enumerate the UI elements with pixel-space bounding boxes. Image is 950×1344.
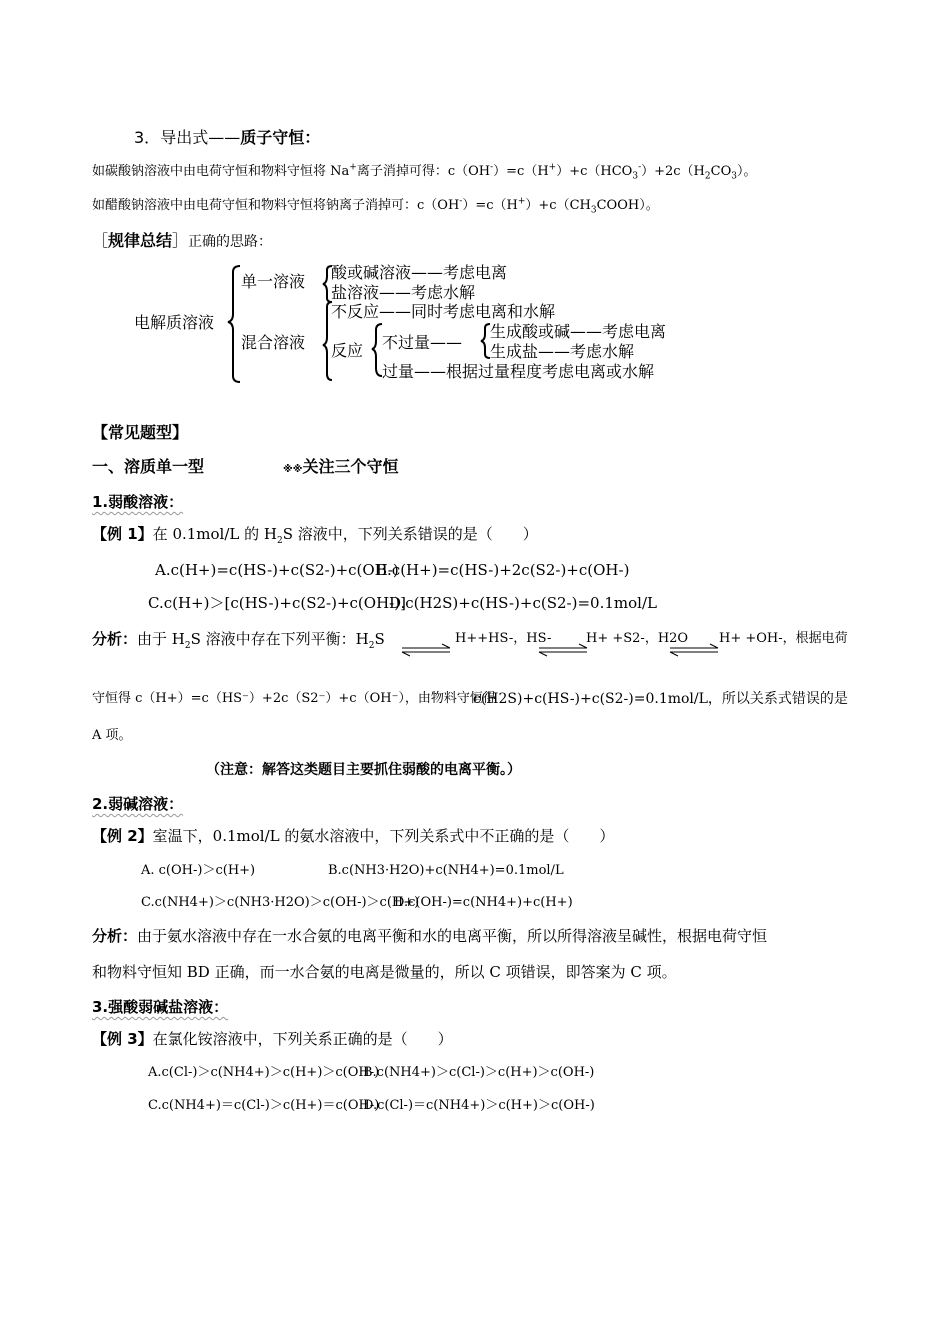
- analysis1-line2-a: 守恒得 c（H+）=c（HS⁻）+2c（S2⁻）+c（OH⁻），由物料守恒得: [92, 691, 496, 706]
- paragraph-carbonate: 如碳酸钠溶液中由电荷守恒和物料守恒将 Na+离子消掉可得：$c(OH^-)=c(H^+)+c(HCO_3^-)+2c(H_2CO_3)$。: [92, 162, 757, 182]
- tree-reaction: 反应: [331, 341, 364, 360]
- analysis1-line3: A 项。: [92, 728, 132, 743]
- analysis2-line1: 分析：由于氨水溶液中存在一水合氨的电离平衡和水的电离平衡，所以所得溶液呈碱性，根据电荷守恒: [92, 927, 768, 945]
- example2-option-b: B.c(NH3·H2O)+c(NH4+)=0.1mol/L: [328, 863, 564, 878]
- analysis1-line1: 分析：由于 $H_2S$ 溶液中存在下列平衡：$H_2S$: [92, 630, 385, 651]
- tree-root: 电解质溶液: [134, 313, 215, 332]
- tree-gen-salt: 生成盐——考虑水解: [490, 342, 635, 361]
- example1-option-a: A.c(H+)=c(HS-)+c(S2-)+c(OH-): [155, 561, 399, 579]
- example1-option-b: B.c(H+)=c(HS-)+2c(S2-)+c(OH-): [376, 561, 630, 579]
- example2-option-c: C.c(NH4+)＞c(NH3·H2O)＞c(OH-)＞c(H+): [141, 895, 420, 910]
- tree-acid-base: 酸或碱溶液——考虑电离: [331, 263, 508, 282]
- equilibrium-2-products: H+ +S2-，H2O: [586, 631, 689, 646]
- tree-braces: [0, 0, 950, 400]
- analysis2-line2: 和物料守恒知 BD 正确，而一水合氨的电离是微量的，所以 C 项错误，即答案为 C 项。: [92, 963, 677, 981]
- tree-mixed-solution: 混合溶液: [241, 333, 306, 352]
- equilibrium-arrow-3: [668, 634, 720, 660]
- heading-weak-base: 2.弱碱溶液：: [92, 795, 184, 813]
- rule-summary: ［规律总结］正确的思路：: [92, 231, 273, 250]
- tree-no-reaction: 不反应——同时考虑电离和水解: [331, 302, 556, 321]
- example2-option-a: A. c(OH-)＞c(H+): [141, 863, 256, 878]
- section-3-heading: 3．导出式——质子守恒：: [134, 128, 321, 147]
- type1-heading: 一、溶质单一型: [92, 457, 205, 476]
- heading-strong-acid-weak-base-salt: 3.强酸弱碱盐溶液：: [92, 998, 229, 1016]
- equilibrium-arrow-1: [400, 634, 452, 660]
- tree-gen-acid-base: 生成酸或碱——考虑电离: [490, 322, 667, 341]
- common-types-heading: 【常见题型】: [92, 423, 189, 442]
- example1-option-c: C.c(H+)＞[c(HS-)+c(S2-)+c(OH-)]: [148, 594, 406, 612]
- example3-question: 【例 3】在氯化铵溶液中，下列关系正确的是（ ）: [92, 1030, 453, 1048]
- example3-option-a: A.c(Cl-)＞c(NH4+)＞c(H+)＞c(OH-): [148, 1065, 380, 1080]
- analysis1-line2-b: c(H2S)+c(HS-)+c(S2-)=0.1mol/L，所以关系式错误的是: [473, 691, 848, 707]
- heading-weak-acid: 1.弱酸溶液：: [92, 493, 184, 511]
- example3-option-d: D.c(Cl-)＝c(NH4+)＞c(H+)＞c(OH-): [363, 1098, 595, 1113]
- tree-salt: 盐溶液——考虑水解: [331, 283, 476, 302]
- example3-option-b: B.c(NH4+)＞c(Cl-)＞c(H+)＞c(OH-): [363, 1065, 595, 1080]
- note-weak-acid: （注意：解答这类题目主要抓住弱酸的电离平衡。）: [206, 762, 521, 778]
- example2-option-d: D.c(OH-)=c(NH4+)+c(H+): [394, 895, 573, 910]
- tree-single-solution: 单一溶液: [241, 272, 306, 291]
- equilibrium-1-products: H++HS-，HS-: [455, 631, 552, 646]
- tree-not-excess: 不过量——: [382, 333, 463, 352]
- focus-note: ※※关注三个守恒: [283, 457, 399, 476]
- tree-excess: 过量——根据过量程度考虑电离或水解: [382, 362, 655, 381]
- example1-option-d: D.c(H2S)+c(HS-)+c(S2-)=0.1mol/L: [389, 594, 657, 612]
- equilibrium-3-products: H+ +OH-，根据电荷: [719, 631, 848, 646]
- example1-question: 【例 1】在 0.1mol/L 的 $H_2S$ 溶液中，下列关系错误的是（ ）: [92, 525, 538, 546]
- equilibrium-arrow-2: [537, 634, 589, 660]
- example2-question: 【例 2】室温下，0.1mol/L 的氨水溶液中，下列关系式中不正确的是（ ）: [92, 827, 615, 845]
- example3-option-c: C.c(NH4+)＝c(Cl-)＞c(H+)＝c(OH-): [148, 1098, 380, 1113]
- paragraph-acetate: 如醋酸钠溶液中由电荷守恒和物料守恒将钠离子消掉可：$c(OH^-)=c(H^+)+c(CH_3COOH)$。: [92, 196, 659, 216]
